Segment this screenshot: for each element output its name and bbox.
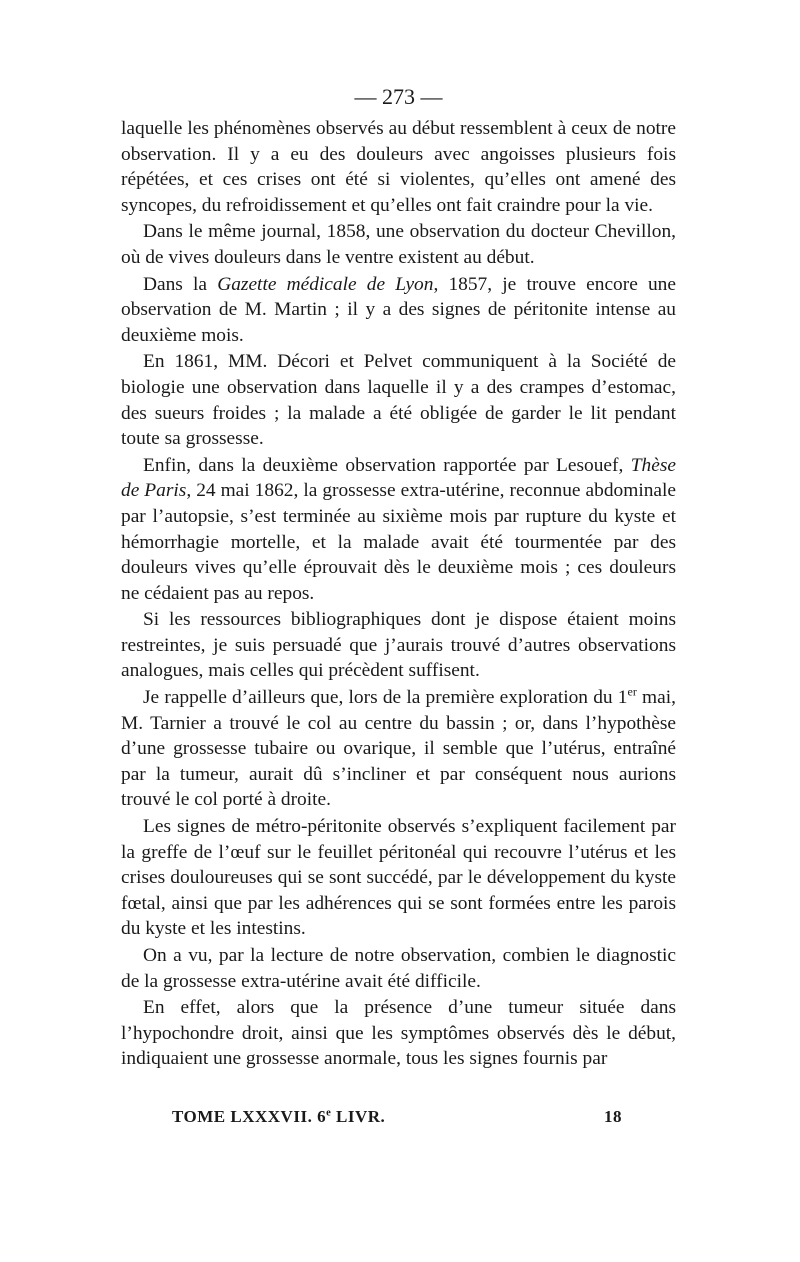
page-footer (172, 1107, 622, 1127)
text-run: , 1857, je trouve encore une observation de M. Martin ; il y a des signes de péritonite intense au deuxième mois. (121, 273, 676, 346)
paragraph (121, 219, 676, 270)
text-run: En effet, alors que la présence d’une tumeur située dans l’hypochondre droit, ainsi que les symptômes observés dès le début, indiquaient une grossesse anormale, tous les signes fournis par (121, 997, 676, 1070)
body-text (121, 116, 676, 1072)
signature-sup: e (326, 1107, 332, 1119)
text-run: Dans la (143, 273, 218, 295)
paragraph (121, 349, 676, 451)
sheet-number: 18 (604, 1107, 622, 1126)
page-number-header: — 273 — (354, 84, 443, 109)
paragraph (121, 607, 676, 684)
text-run: Enfin, dans la deuxième observation rapportée par Lesouef, (143, 454, 631, 476)
text-run: Je rappelle d’ailleurs que, lors de la première exploration du 1 (143, 687, 628, 709)
text-run: On a vu, par la lecture de notre observation, combien le diagnostic de la grossesse extra-utérine avait été difficile. (121, 945, 676, 992)
paragraph (121, 272, 676, 349)
paragraph (121, 116, 676, 218)
signature-mark (172, 1107, 385, 1127)
paragraph (121, 943, 676, 994)
italic-title: Gazette médicale de Lyon (217, 273, 434, 295)
signature-suffix: LIVR. (331, 1107, 386, 1126)
text-run: laquelle les phénomènes observés au début ressemblent à ceux de notre observation. Il y a eu des douleurs avec angoisses plusieurs fois répétées, et ces crises ont été si violentes, qu’elles ont amené des syncopes, du refroidissement et qu’elles ont fait craindre pour la vie. (121, 118, 676, 216)
text-run: Les signes de métro-péritonite observés s’expliquent facilement par la greffe de l’œuf sur le feuillet péritonéal qui recouvre l’utérus et les crises douloureuses qui se sont succédé, par le développement du kyste fœtal, ainsi que par les adhérences qui se sont formées entre les parois du kyste et les intestins. (121, 816, 676, 940)
signature-prefix: TOME LXXXVII. 6 (172, 1107, 327, 1126)
text-run: mai, M. Tarnier a trouvé le col au centre du bassin ; or, dans l’hypothèse d’une grossesse tubaire ou ovarique, il semble que l’utérus, entraîné par la tumeur, aurait dû s’incliner et par conséquent nous aurions trouvé le col porté à droite. (121, 687, 676, 811)
paragraph (121, 814, 676, 942)
text-run: En 1861, MM. Décori et Pelvet communiquent à la Société de biologie une observation dans laquelle il y a des crampes d’estomac, des sueurs froides ; la malade a été obligée de garder le lit pendant toute sa grossesse. (121, 351, 676, 450)
text-run: Dans le même journal, 1858, une observation du docteur Chevillon, où de vives douleurs dans le ventre existent au début. (121, 221, 676, 268)
text-run: , 24 mai 1862, la grossesse extra-utérine, reconnue abdominale par l’autopsie, s’est terminée au sixième mois par rupture du kyste et hémorrhagie mortelle, et la malade avait été tourmentée par des douleurs vives qu’elle éprouvait dès le deuxième mois ; ces douleurs ne cédaient pas au repos. (121, 480, 677, 604)
paragraph (121, 685, 676, 813)
italic-title: Thèse de Paris (121, 454, 676, 502)
paragraph (121, 995, 676, 1072)
paragraph (121, 453, 676, 607)
superscript: er (627, 684, 637, 699)
text-run: Si les ressources bibliographiques dont je dispose étaient moins restreintes, je suis persuadé que j’aurais trouvé d’autres observations analogues, mais celles qui précèdent suffisent. (121, 609, 676, 682)
